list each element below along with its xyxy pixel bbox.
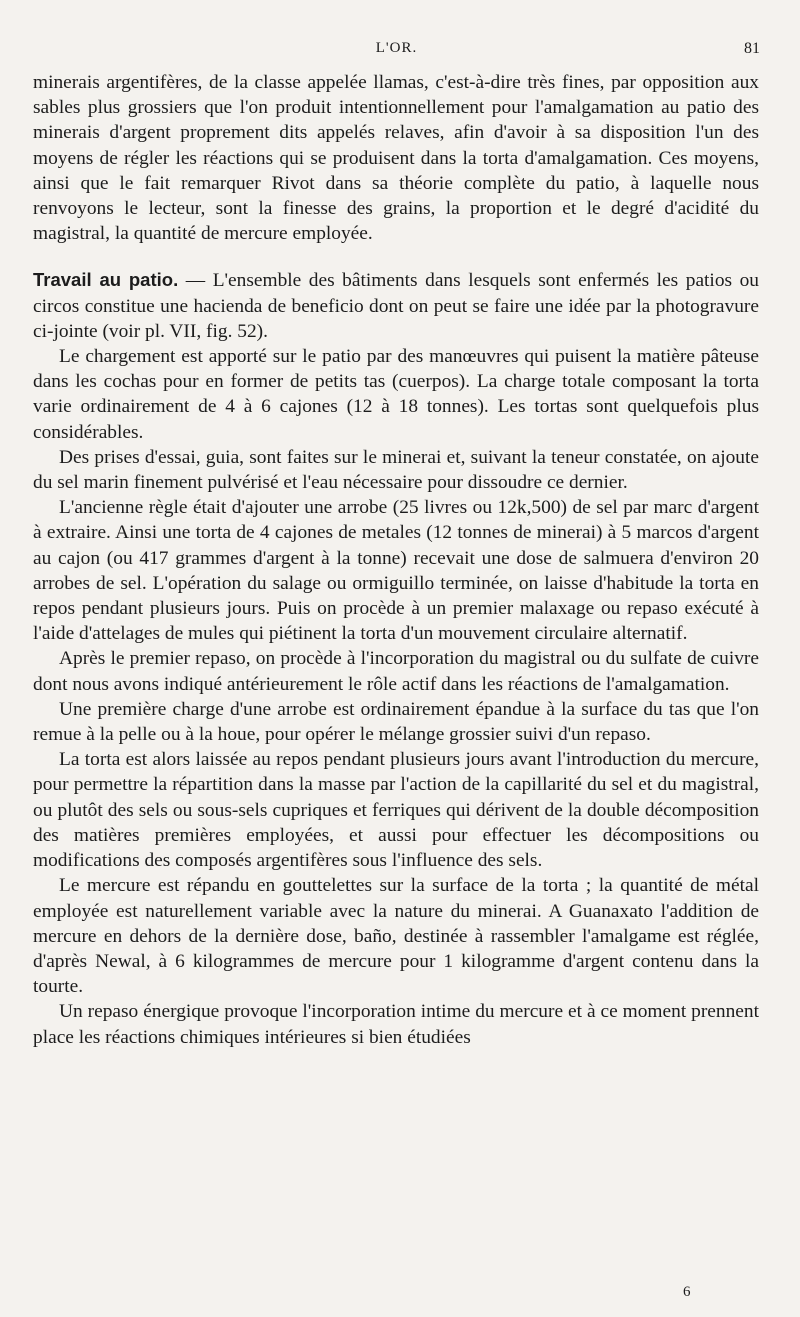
paragraph: Après le premier repaso, on procède à l'incorporation du magistral ou du sulfate de cuivre dont nous avons indiqué antérieurement le rôle actif dans les réactions de l'amalgamation. [33,648,759,695]
signature-mark: 6 [683,1284,691,1300]
section-text: — L'ensemble des bâtiments dans lesquels sont enfermés les patios ou circos constitue une hacienda de beneficio dont on peut se faire une idée par la photogravure ci-jointe (voir pl. VII, fig. 52). [33,270,759,342]
paragraph: Le chargement est apporté sur le patio par des manœuvres qui puisent la matière pâteuse dans les cochas pour en former de petits tas (cuerpos). La charge totale composant la torta varie ordinairement de 4 à 6 cajones (12 à 18 tonnes). Les tortas sont quelquefois plus considérables. [33,346,759,443]
paragraph: Le mercure est répandu en gouttelettes sur la surface de la torta ; la quantité de métal employée est naturellement variable avec la nature du minerai. A Guanaxato l'addition de mercure en dehors de la dernière dose, baño, destinée à rassembler l'amalgame est réglée, d'après Newal, à 6 kilogrammes de mercure pour 1 kilogramme d'argent contenu dans la tourte. [33,875,759,998]
running-title: L'OR. [375,40,418,56]
paragraph: minerais argentifères, de la classe appelée llamas, c'est-à-dire très fines, par opposition aux sables plus grossiers que l'on produit intentionnellement pour l'amalgamation au patio des minerais d'argent proprement dits appelés relaves, afin d'avoir à sa disposition l'un des moyens de régler les réactions qui se produisent dans la torta d'amalgamation. Ces moyens, ainsi que le fait remarquer Rivot dans sa théorie complète du patio, à laquelle nous renvoyons le lecteur, sont la finesse des grains, la proportion et le degré d'acidité du magistral, la quantité de mercure employée. [33,72,759,245]
section-heading: Travail au patio. [33,269,179,291]
paragraph: La torta est alors laissée au repos pendant plusieurs jours avant l'introduction du mercure, pour permettre la répartition dans la masse par l'action de la capillarité du sel et du magistral, ou plutôt des sels ou sous-sels cupriques et ferriques qui dérivent de la double décomposition des matières premières employées, et aussi pour effectuer les décompositions ou modifications des composés argentifères sous l'influence des sels. [33,749,759,872]
page-number: 81 [744,40,760,57]
paragraph: Un repaso énergique provoque l'incorporation intime du mercure et à ce moment prennent place les réactions chimiques intérieures si bien étudiées [33,1001,759,1048]
paragraph: L'ancienne règle était d'ajouter une arrobe (25 livres ou 12k,500) de sel par marc d'argent à extraire. Ainsi une torta de 4 cajones de metales (12 tonnes de minerai) à 5 marcos d'argent au cajon (ou 417 grammes d'argent à la tonne) recevait une dose de salmuera d'environ 20 arrobes de sel. L'opération du salage ou ormiguillo terminée, on laisse d'habitude la torta en repos pendant plusieurs jours. Puis on procède à un premier malaxage ou repaso exécuté à l'aide d'attelages de mules qui piétinent la torta d'un mouvement circulaire alternatif. [33,497,759,645]
section-paragraph [33,267,759,344]
page-header [33,40,760,66]
body-text [33,70,759,1050]
paragraph: Une première charge d'une arrobe est ordinairement épandue à la surface du tas que l'on remue à la pelle ou à la houe, pour opérer le mélange grossier suivi d'un repaso. [33,698,759,746]
paragraph: Des prises d'essai, guia, sont faites sur le minerai et, suivant la teneur constatée, on ajoute du sel marin finement pulvérisé et l'eau nécessaire pour dissoudre ce dernier. [33,446,759,494]
